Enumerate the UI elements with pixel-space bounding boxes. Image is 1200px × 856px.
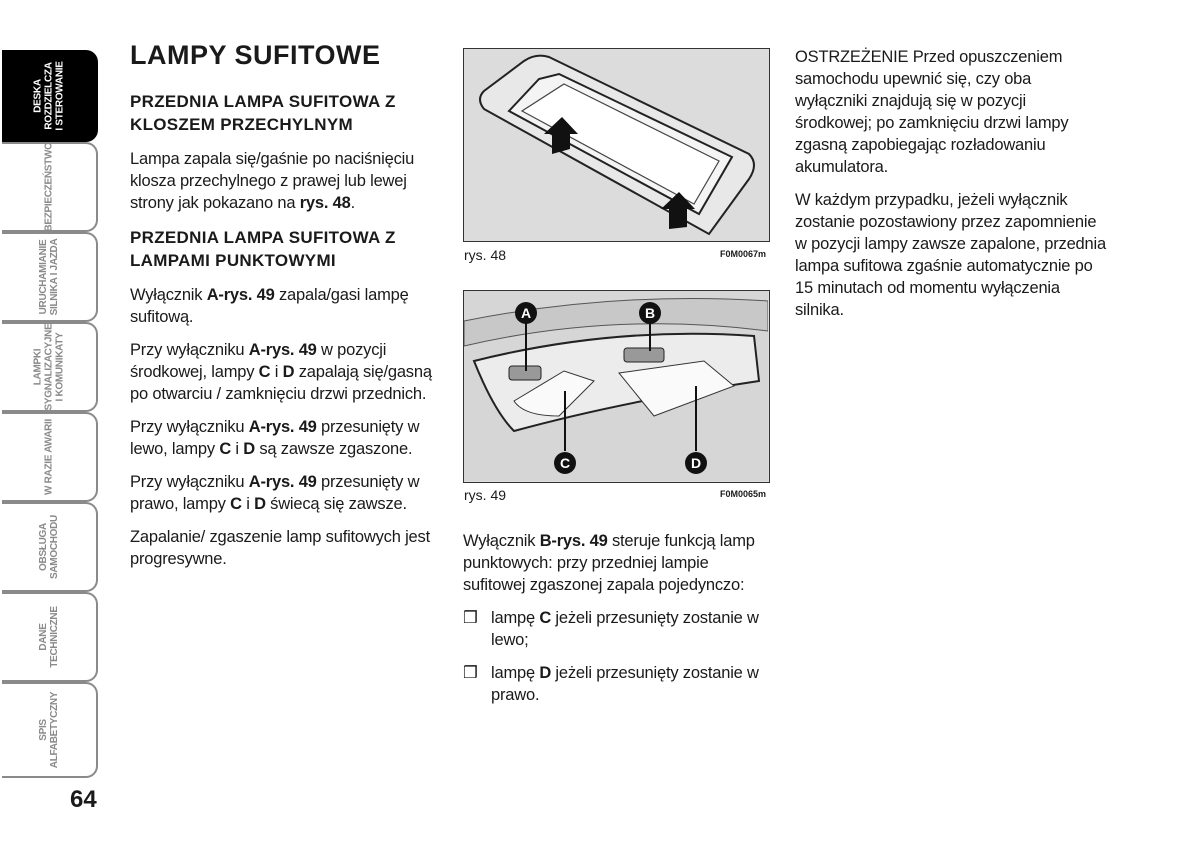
text-run: przesunięty w prawo, lampy	[130, 473, 420, 513]
paragraph	[795, 46, 1107, 178]
paragraph	[130, 471, 436, 515]
callout-D	[685, 452, 707, 474]
list-item	[463, 607, 771, 651]
text-run: Wyłącznik	[130, 286, 207, 304]
text-run: Przy wyłączniku	[130, 418, 249, 436]
tab-section-3[interactable]	[2, 232, 98, 322]
tab-label: URUCHAMIANIE SILNIKA I JAZDA	[38, 238, 60, 316]
figure-48-caption: rys. 48	[464, 247, 507, 263]
paragraph	[795, 189, 1107, 321]
page-number: 64	[70, 786, 97, 813]
text-run: W każdym przypadku, jeżeli wyłącznik zostanie pozostawiony przez zapomnienie w pozycji lampy zawsze zapalone, przednia lampa sufitowa zgaśnie automatycznie po 15 minutach od momentu wyłączenia silnika.	[795, 191, 1106, 319]
tab-label: OBSŁUGA SAMOCHODU	[38, 515, 60, 579]
figure-49-code: F0M0065m	[720, 489, 767, 499]
tab-section-2[interactable]	[2, 142, 98, 232]
tab-section-7[interactable]	[2, 592, 98, 682]
paragraph	[130, 284, 436, 328]
paragraph	[463, 530, 771, 596]
text-run: OSTRZEŻENIE Przed opuszczeniem samochodu upewnić się, czy oba wyłączniki znajdują się w pozycji środkowej; po zamknięciu drzwi lampy zgasną zapobiegając rozładowaniu akumulatora.	[795, 48, 1069, 176]
column-1	[130, 40, 436, 581]
tab-section-6[interactable]	[2, 502, 98, 592]
text-run: Przy wyłączniku	[130, 473, 249, 491]
section-heading: PRZEDNIA LAMPA SUFITOWA Z KLOSZEM PRZECHYLNYM	[130, 92, 396, 134]
bold-reference: C	[539, 609, 552, 627]
text-run: zapalają się/gasną po otwarciu / zamknięciu drzwi przednich.	[130, 363, 432, 403]
bold-reference: C	[219, 440, 232, 458]
text-run: Przy wyłączniku	[130, 341, 249, 359]
figure-48	[463, 48, 770, 242]
bold-reference: rys. 48	[299, 194, 351, 212]
text-run: w pozycji środkowej, lampy	[130, 341, 387, 381]
text-run: Lampa zapala się/gaśnie po naciśnięciu klosza przechylnego z prawej lub lewej strony jak pokazano na	[130, 150, 415, 212]
tab-label: BEZPIECZEŃSTWO	[43, 142, 55, 232]
text-run: Wyłącznik	[463, 532, 540, 550]
text-run: lampę	[491, 664, 540, 682]
callout-B	[639, 302, 661, 324]
tab-label: SPIS ALFABETYCZNY	[38, 691, 60, 769]
figure-48-code: F0M0067m	[720, 249, 767, 259]
paragraph	[130, 526, 436, 570]
text-run: i	[241, 495, 255, 513]
svg-text:A: A	[520, 305, 532, 321]
bold-reference: C	[258, 363, 271, 381]
text-run: i	[270, 363, 283, 381]
figure-49-caption: rys. 49	[464, 487, 507, 503]
tab-label: DESKA ROZDZIELCZA I STEROWANIE	[32, 61, 66, 131]
svg-text:C: C	[559, 455, 571, 471]
checkbox-bullet-icon: ❒	[463, 609, 478, 627]
tab-label: W RAZIE AWARII	[43, 419, 55, 495]
bold-reference: A-rys. 49	[248, 341, 317, 359]
column-2	[463, 530, 771, 717]
paragraph	[130, 339, 436, 405]
svg-text:D: D	[690, 455, 702, 471]
svg-text:B: B	[644, 305, 656, 321]
list-item	[463, 662, 771, 706]
tab-label: LAMPKI SYGNALIZACYJNE I KOMUNIKATY	[32, 323, 66, 411]
bold-reference: B-rys. 49	[539, 532, 608, 550]
bold-reference: D	[539, 664, 552, 682]
callout-C	[554, 452, 576, 474]
bold-reference: A-rys. 49	[206, 286, 275, 304]
bold-reference: D	[243, 440, 255, 458]
text-run: są zawsze zgaszone.	[254, 440, 413, 458]
tab-label: DANE TECHNICZNE	[38, 606, 60, 668]
text-run: Zapalanie/ zgaszenie lamp sufitowych jest progresywne.	[130, 528, 430, 568]
ceiling-lamp-tilt-illustration	[464, 49, 768, 240]
callout-A	[515, 302, 537, 324]
text-run: i	[231, 440, 244, 458]
ceiling-lamp-spots-illustration	[464, 291, 768, 481]
bold-reference: C	[230, 495, 242, 513]
text-run: jeżeli przesunięty zostanie w prawo.	[491, 664, 759, 704]
page-title: LAMPY SUFITOWE	[130, 40, 381, 70]
paragraph	[130, 416, 436, 460]
bold-reference: D	[254, 495, 266, 513]
text-run: zapala/gasi lampę sufitową.	[130, 286, 409, 326]
bold-reference: A-rys. 49	[248, 418, 317, 436]
tab-section-8[interactable]	[2, 682, 98, 778]
paragraph	[130, 148, 436, 214]
tab-section-5[interactable]	[2, 412, 98, 502]
figure-49	[463, 290, 770, 483]
text-run: lampę	[491, 609, 540, 627]
text-run: .	[350, 194, 355, 212]
text-run: przesunięty w lewo, lampy	[130, 418, 420, 458]
column-3	[795, 46, 1107, 332]
checkbox-bullet-icon: ❒	[463, 664, 478, 682]
bold-reference: D	[282, 363, 295, 381]
section-heading: PRZEDNIA LAMPA SUFITOWA Z LAMPAMI PUNKTOWYMI	[130, 228, 396, 270]
tab-section-4[interactable]	[2, 322, 98, 412]
text-run: jeżeli przesunięty zostanie w lewo;	[491, 609, 759, 649]
text-run: steruje funkcją lamp punktowych: przy przedniej lampie sufitowej zgaszonej zapala pojedynczo:	[463, 532, 755, 594]
bold-reference: A-rys. 49	[248, 473, 317, 491]
tab-section-1[interactable]	[2, 50, 98, 142]
text-run: świecą się zawsze.	[265, 495, 407, 513]
